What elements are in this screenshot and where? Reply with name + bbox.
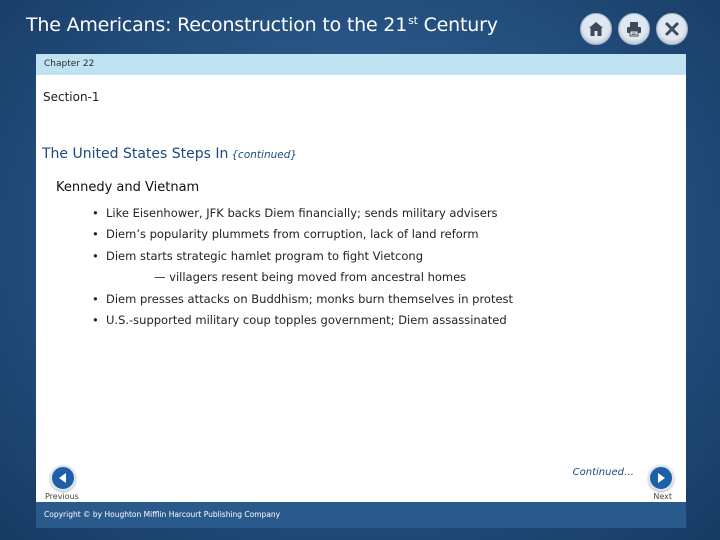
previous-button[interactable]: [50, 465, 76, 491]
list-item: [92, 203, 652, 224]
bullet-text: Diem starts strategic hamlet program to fight Vietcong: [106, 248, 424, 263]
list-item: [92, 289, 652, 310]
list-item-continuation: [92, 267, 652, 288]
slide-heading: [42, 146, 297, 162]
bullet-dot: •: [92, 227, 99, 242]
app-title-superscript: st: [408, 14, 418, 27]
next-button[interactable]: [648, 465, 674, 491]
topic-subheading: Kennedy and Vietnam: [56, 180, 200, 195]
bullet-dot: •: [92, 291, 99, 306]
bullet-text: U.S.-supported military coup topples government; Diem assassinated: [106, 312, 507, 327]
close-icon: [663, 20, 681, 38]
bullet-list: [92, 203, 652, 331]
copyright-footer: Copyright © by Houghton Mifflin Harcourt Publishing Company: [36, 502, 686, 528]
home-button[interactable]: [580, 13, 612, 45]
list-item: [92, 224, 652, 245]
section-label: Section-1: [43, 90, 100, 104]
continued-label: Continued…: [572, 467, 634, 478]
bullet-text: Diem’s popularity plummets from corruption, lack of land reform: [106, 227, 479, 242]
print-button[interactable]: [618, 13, 650, 45]
bullet-dot: •: [92, 312, 99, 327]
slide-panel: [36, 54, 686, 528]
heading-text: The United States Steps In: [42, 146, 229, 162]
bullet-text: Like Eisenhower, JFK backs Diem financially; sends military advisers: [106, 206, 498, 220]
close-button[interactable]: [656, 13, 688, 45]
app-title-end: Century: [417, 14, 498, 36]
triangle-left-icon: [57, 472, 69, 484]
next-label[interactable]: Next: [653, 492, 672, 501]
heading-continued: {continued}: [231, 149, 298, 161]
bullet-text: — villagers resent being moved from ancestral homes: [154, 270, 467, 285]
app-title-main: The Americans: Reconstruction to the 21: [26, 14, 408, 36]
bullet-dot: •: [92, 248, 99, 263]
top-toolbar: [580, 13, 688, 45]
home-icon: [587, 20, 605, 38]
previous-label[interactable]: Previous: [45, 492, 79, 501]
print-icon: [625, 20, 643, 38]
bullet-dot: •: [92, 206, 99, 220]
bullet-text: Diem presses attacks on Buddhism; monks burn themselves in protest: [106, 291, 514, 306]
app-title: [26, 14, 498, 36]
list-item: [92, 246, 652, 267]
triangle-right-icon: [655, 472, 667, 484]
list-item: [92, 310, 652, 331]
chapter-bar: Chapter 22: [36, 54, 686, 75]
